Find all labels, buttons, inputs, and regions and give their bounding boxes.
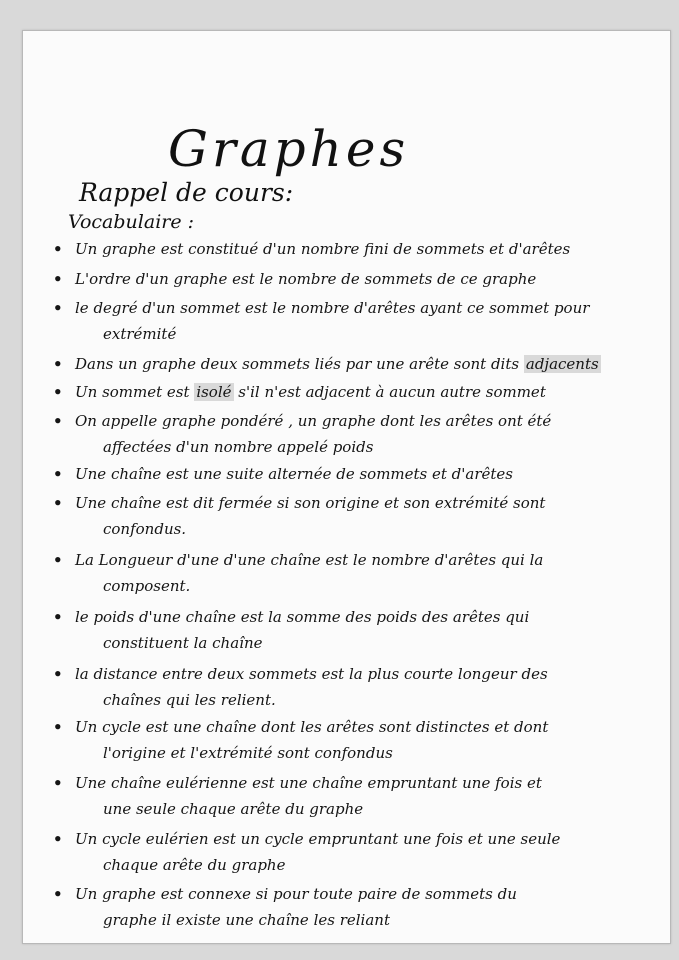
highlighted-term: adjacents <box>525 355 599 373</box>
bullet-icon: • <box>53 885 63 903</box>
list-item: • Dans un graphe deux sommets liés par une arête sont dits adjacents <box>53 351 653 377</box>
notebook-page <box>22 30 671 944</box>
list-item: • Un graphe est connexe si pour toute paire de sommets du graphe il existe une chaîne les reliant <box>53 881 653 933</box>
list-item: • Un graphe est constitué d'un nombre fini de sommets et d'arêtes <box>53 236 653 262</box>
bullet-icon: • <box>53 830 63 848</box>
bullet-icon: • <box>53 608 63 626</box>
highlighted-term: isolé <box>196 383 232 401</box>
bullet-icon: • <box>53 412 63 430</box>
bullet-icon: • <box>53 240 63 258</box>
list-item: • L'ordre d'un graphe est le nombre de sommets de ce graphe <box>53 266 653 292</box>
list-item: • La Longueur d'une d'une chaîne est le nombre d'arêtes qui la composent. <box>53 547 653 599</box>
bullet-icon: • <box>53 718 63 736</box>
vocabulary-heading: Vocabulaire : <box>68 211 195 233</box>
page-title: Graphes <box>168 119 410 178</box>
bullet-icon: • <box>53 270 63 288</box>
list-item: • Une chaîne est une suite alternée de sommets et d'arêtes <box>53 461 653 487</box>
bullet-icon: • <box>53 383 63 401</box>
section-heading: Rappel de cours: <box>79 178 294 207</box>
list-item: • Un cycle est une chaîne dont les arêtes sont distinctes et dont l'origine et l'extrémité sont confondus <box>53 714 653 766</box>
bullet-icon: • <box>53 299 63 317</box>
list-item: • la distance entre deux sommets est la plus courte longeur des chaînes qui les relient. <box>53 661 653 713</box>
list-item: • Un sommet est isolé s'il n'est adjacent à aucun autre sommet <box>53 379 653 405</box>
list-item: • Une chaîne est dit fermée si son origine et son extrémité sont confondus. <box>53 490 653 542</box>
list-item: • le poids d'une chaîne est la somme des poids des arêtes qui constituent la chaîne <box>53 604 653 656</box>
list-item: • le degré d'un sommet est le nombre d'arêtes ayant ce sommet pour extrémité <box>53 295 653 347</box>
list-item: • Un cycle eulérien est un cycle empruntant une fois et une seule chaque arête du graphe <box>53 826 653 878</box>
bullet-icon: • <box>53 774 63 792</box>
bullet-icon: • <box>53 551 63 569</box>
bullet-icon: • <box>53 665 63 683</box>
list-item: • Une chaîne eulérienne est une chaîne empruntant une fois et une seule chaque arête du graphe <box>53 770 653 822</box>
bullet-icon: • <box>53 465 63 483</box>
bullet-icon: • <box>53 355 63 373</box>
bullet-icon: • <box>53 494 63 512</box>
list-item: • On appelle graphe pondéré , un graphe dont les arêtes ont été affectées d'un nombre appelé poids <box>53 408 653 460</box>
